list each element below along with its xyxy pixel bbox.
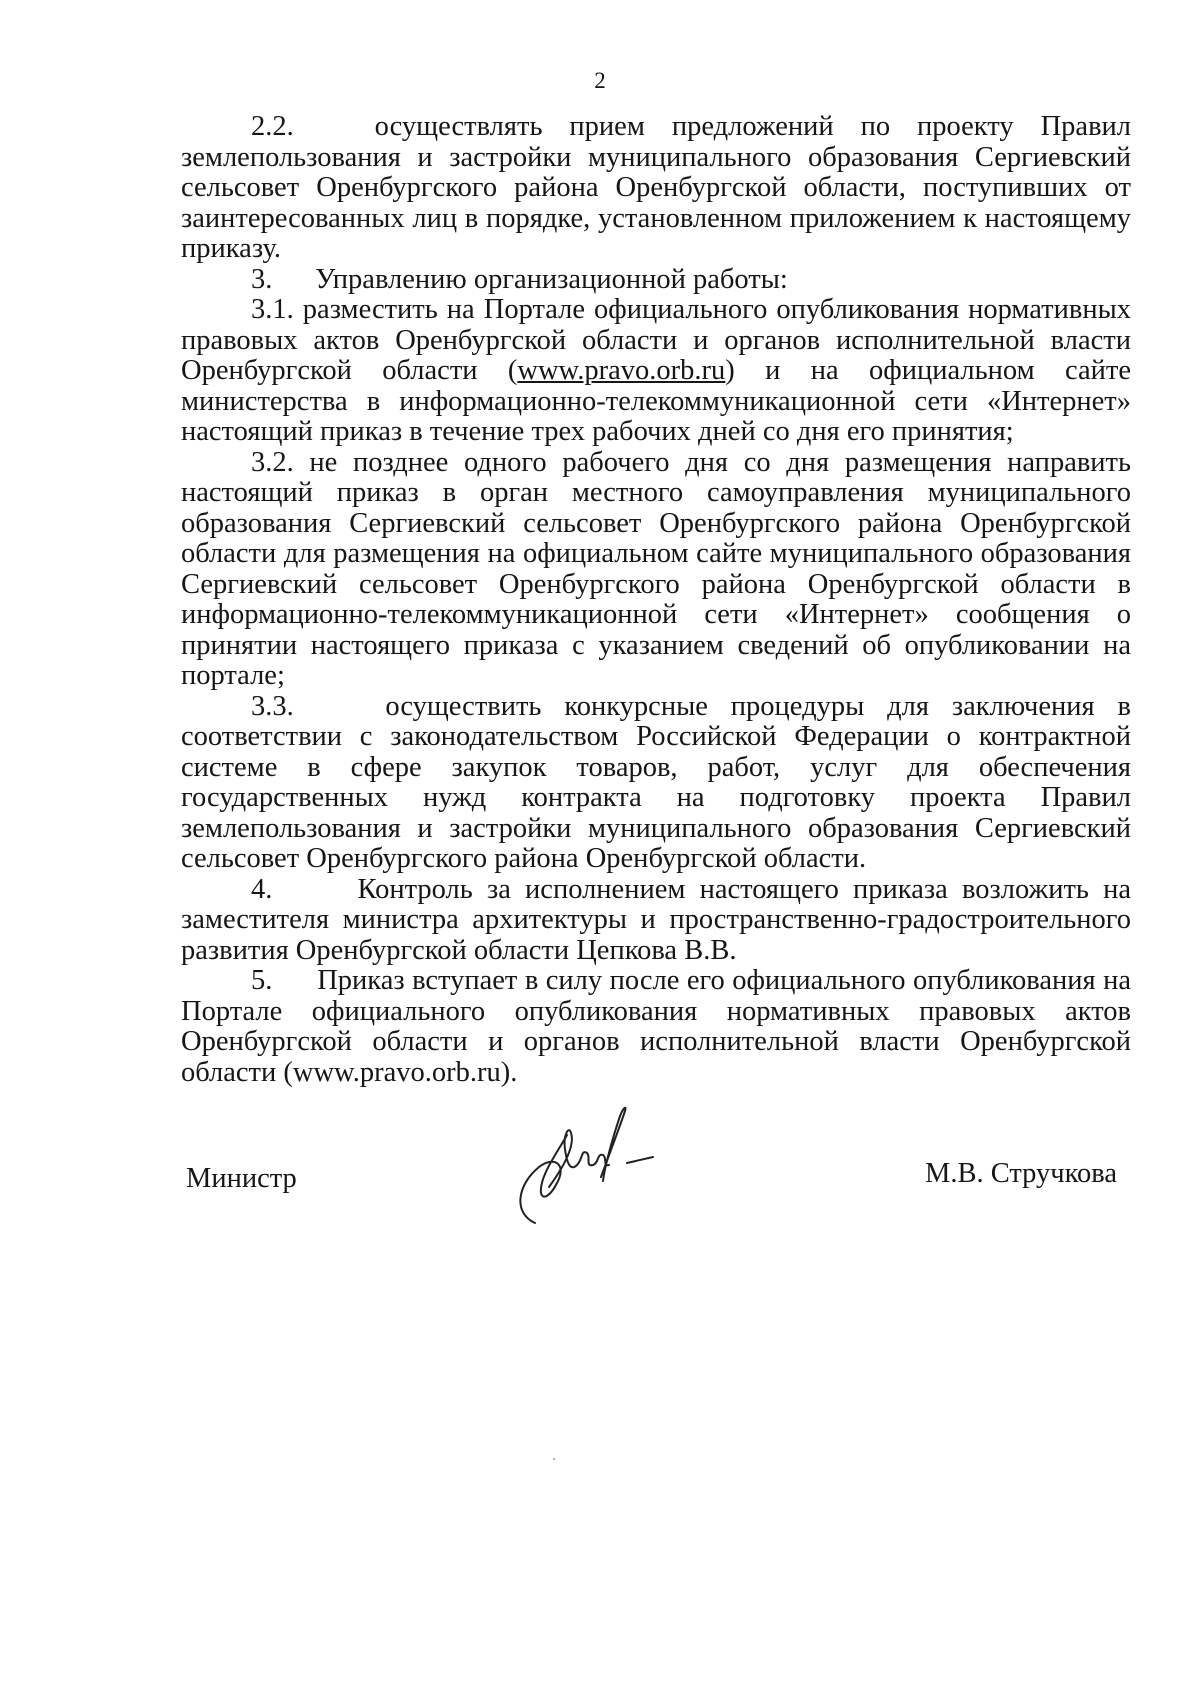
paragraph-3-3: 3.3. осуществить конкурсные процедуры для заключения в соответствии с законодательством Российской Федерации о контрактной системе в сфере закупок товаров, работ, услуг для обеспечения государственных нужд контракта на подготовку проекта Правил землепользования и застройки муниципального образования Сергиевский сельсовет Оренбургского района Оренбургской области. [181,690,1131,874]
signatory-name: М.В. Стручкова [925,1158,1117,1189]
document-body [181,112,1131,1088]
handwritten-signature [505,1105,675,1230]
signatory-title: Министр [186,1163,297,1194]
scan-speck [553,1458,555,1460]
paragraph-3-1-text-start: 3.1. разместить на Портале официального опубликования нормативных правовых актов Оренбургской области и органов исполнительной власти Оренбургской области ( [181,294,1131,386]
paragraph-4: 4. Контроль за исполнением настоящего приказа возложить на заместителя министра архитектуры и пространственно-градостроительного развития Оренбургской области Цепкова В.В. [181,873,1131,966]
paragraph-3-1 [181,295,1131,448]
page-number: 2 [594,68,606,93]
paragraph-3: 3. Управлению организационной работы: [251,263,788,295]
paragraph-3-1-text-end: ) и на официальном сайте министерства в информационно-телекоммуникационной сети «Интернет» настоящий приказ в течение трех рабочих дней со дня его принятия; [181,355,1131,447]
portal-link[interactable]: www.pravo.orb.ru [517,355,726,386]
paragraph-3-2: 3.2. не позднее одного рабочего дня со дня размещения направить настоящий приказ в орган местного самоуправления муниципального образования Сергиевский сельсовет Оренбургского района Оренбургской области для размещения на официальном сайте муниципального образования Сергиевский сельсовет Оренбургского района Оренбургской области в информационно-телекоммуникационной сети «Интернет» сообщения о принятии настоящего приказа с указанием сведений об опубликовании на портале; [181,446,1131,691]
paragraph-5: 5. Приказ вступает в силу после его официального опубликования на Портале официального опубликования нормативных правовых актов Оренбургской области и органов исполнительной власти Оренбургской области (www.pravo.orb.ru). [181,965,1131,1088]
paragraph-2-2: 2.2. осуществлять прием предложений по проекту Правил землепользования и застройки муниципального образования Сергиевский сельсовет Оренбургского района Оренбургской области, поступивших от заинтересованных лиц в порядке, установленном приложением к настоящему приказу. [181,111,1131,264]
